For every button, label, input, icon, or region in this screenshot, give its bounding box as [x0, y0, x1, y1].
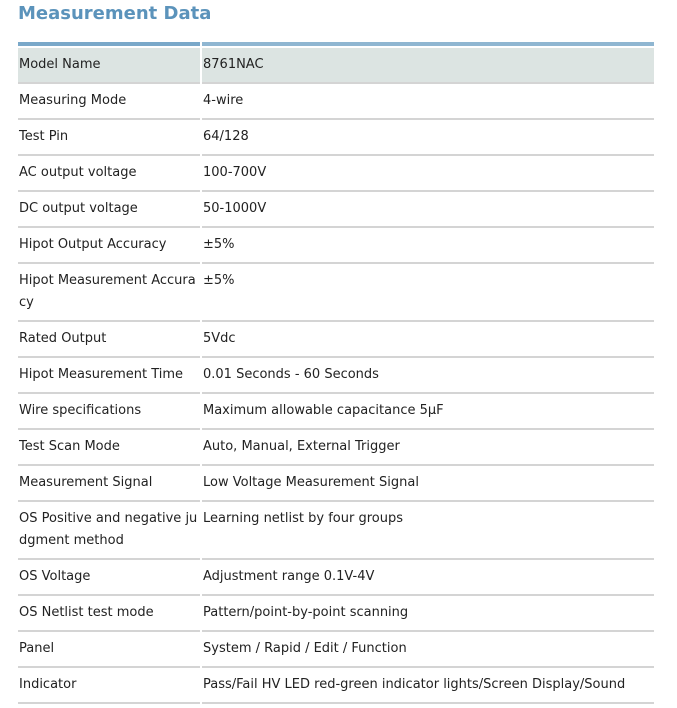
section-title: Measurement Data — [18, 3, 212, 24]
spec-value: 50-1000V — [202, 192, 654, 228]
spec-value: Learning netlist by four groups — [202, 502, 654, 560]
spec-label: Measurement Signal — [18, 466, 200, 502]
spec-label: Indicator — [18, 668, 200, 704]
table-row — [18, 192, 654, 228]
spec-label: Model Name — [18, 46, 200, 84]
spec-value: 100-700V — [202, 156, 654, 192]
spec-label: DC output voltage — [18, 192, 200, 228]
spec-label: Measuring Mode — [18, 84, 200, 120]
spec-value: 5Vdc — [202, 322, 654, 358]
table-row — [18, 560, 654, 596]
spec-label: OS Positive and negative judgment method — [18, 502, 200, 560]
spec-value: Auto, Manual, External Trigger — [202, 430, 654, 466]
table-row — [18, 466, 654, 502]
spec-value: 8761NAC — [202, 46, 654, 84]
spec-value: ±5% — [202, 228, 654, 264]
spec-value: 64/128 — [202, 120, 654, 156]
table-row — [18, 264, 654, 322]
spec-value: Pattern/point-by-point scanning — [202, 596, 654, 632]
spec-label: OS Voltage — [18, 560, 200, 596]
table-row — [18, 84, 654, 120]
spec-label: Test Pin — [18, 120, 200, 156]
table-row — [18, 228, 654, 264]
table-row — [18, 358, 654, 394]
spec-table — [16, 42, 656, 704]
spec-label: AC output voltage — [18, 156, 200, 192]
table-row — [18, 632, 654, 668]
spec-value: Maximum allowable capacitance 5μF — [202, 394, 654, 430]
spec-value: 4-wire — [202, 84, 654, 120]
spec-value: Adjustment range 0.1V-4V — [202, 560, 654, 596]
table-row — [18, 156, 654, 192]
spec-label: OS Netlist test mode — [18, 596, 200, 632]
spec-label: Test Scan Mode — [18, 430, 200, 466]
spec-value: Pass/Fail HV LED red-green indicator lights/Screen Display/Sound — [202, 668, 654, 704]
table-row — [18, 394, 654, 430]
table-row — [18, 120, 654, 156]
spec-label: Hipot Measurement Time — [18, 358, 200, 394]
table-row — [18, 430, 654, 466]
spec-label: Hipot Measurement Accuracy — [18, 264, 200, 322]
spec-label: Rated Output — [18, 322, 200, 358]
spec-value: 0.01 Seconds - 60 Seconds — [202, 358, 654, 394]
spec-label: Wire specifications — [18, 394, 200, 430]
table-row — [18, 502, 654, 560]
table-row — [18, 668, 654, 704]
spec-label: Hipot Output Accuracy — [18, 228, 200, 264]
table-row — [18, 596, 654, 632]
table-row — [18, 46, 654, 84]
spec-value: Low Voltage Measurement Signal — [202, 466, 654, 502]
table-row — [18, 322, 654, 358]
spec-value: ±5% — [202, 264, 654, 322]
spec-label: Panel — [18, 632, 200, 668]
spec-value: System / Rapid / Edit / Function — [202, 632, 654, 668]
